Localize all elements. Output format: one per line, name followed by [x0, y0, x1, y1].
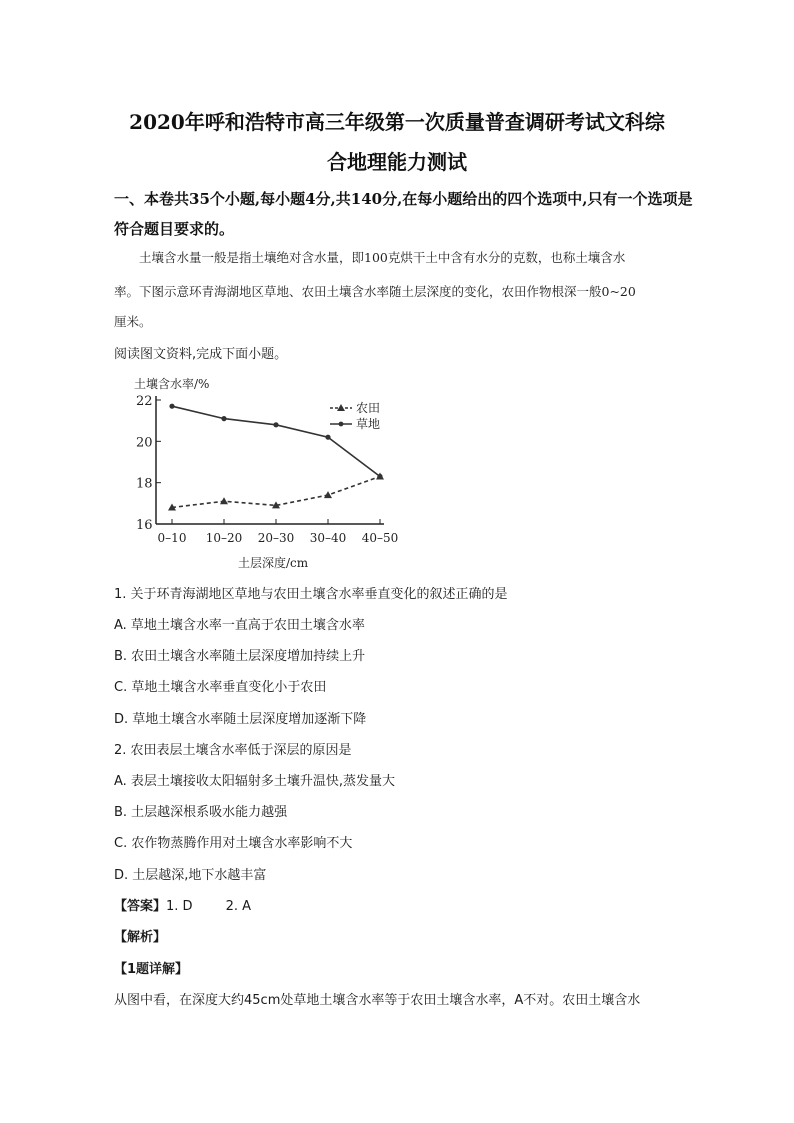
- x-axis-label: 土层深度/cm: [238, 556, 309, 570]
- analysis-label: 【解析】: [114, 930, 167, 945]
- q1-option-a: A. 草地土壤含水率一直高于农田土壤含水率: [114, 618, 365, 633]
- passage-line-2: 率。下图示意环青海湖地区草地、农田土壤含水率随土层深度的变化，农田作物根深一般0~20: [114, 284, 636, 299]
- chart-legend: [330, 401, 380, 431]
- legend-marker: [339, 422, 344, 427]
- x-tick-label: 0–10: [157, 531, 187, 545]
- x-tick-label: 30–40: [309, 531, 347, 545]
- legend-label: 草地: [356, 417, 381, 431]
- y-tick-label: 22: [136, 394, 153, 409]
- answer-label: 【答案】: [114, 899, 167, 914]
- q1-option-d: D. 草地土壤含水率随土层深度增加逐渐下降: [114, 712, 367, 727]
- series-point: [169, 404, 174, 409]
- y-tick-label: 20: [136, 435, 153, 451]
- y-tick-label: 16: [136, 518, 153, 533]
- series-point: [220, 497, 228, 504]
- q2-option-b: B. 土层越深根系吸水能力越强: [114, 805, 288, 820]
- y-axis-label: 土壤含水率/%: [134, 377, 210, 391]
- series-point: [324, 491, 332, 498]
- answer-row: [114, 895, 251, 914]
- section-heading: 一、本卷共35个小题,每小题4分,共140分,在每小题给出的四个选项中,只有一个选项是符合题目要求的。: [114, 190, 693, 238]
- q2-stem: 2. 农田表层土壤含水率低于深层的原因是: [114, 743, 352, 758]
- instruction: 阅读图文资料,完成下面小题。: [114, 347, 288, 362]
- q1-stem: 1. 关于环青海湖地区草地与农田土壤含水率垂直变化的叙述正确的是: [114, 587, 508, 602]
- chart-series: [168, 404, 384, 511]
- soil-moisture-chart: [120, 372, 440, 577]
- answer-text: 1. D 2. A: [166, 899, 252, 914]
- y-tick-label: 18: [136, 476, 153, 492]
- title-line-2: 合地理能力测试: [327, 150, 467, 174]
- legend-marker: [337, 404, 345, 411]
- detail-text: 从图中看，在深度大约45cm处草地土壤含水率等于农田土壤含水率，A不对。农田土壤含水: [114, 993, 641, 1008]
- series-point: [325, 435, 330, 440]
- q1-option-c: C. 草地土壤含水率垂直变化小于农田: [114, 680, 327, 695]
- series-line-1: [172, 406, 380, 476]
- passage-line-1: 土壤含水量一般是指土壤绝对含水量，即100克烘干土中含有水分的克数，也称土壤含水: [139, 250, 626, 265]
- q2-option-d: D. 土层越深,地下水越丰富: [114, 868, 267, 883]
- title-line-1: 2020年呼和浩特市高三年级第一次质量普查调研考试文科综: [129, 110, 665, 134]
- q1-option-b: B. 农田土壤含水率随土层深度增加持续上升: [114, 649, 366, 664]
- passage-line-3: 厘米。: [114, 314, 152, 329]
- series-point: [377, 474, 382, 479]
- x-tick-label: 40–50: [361, 531, 399, 545]
- x-tick-label: 10–20: [205, 531, 243, 545]
- series-point: [221, 416, 226, 421]
- detail-label: 【1题详解】: [114, 962, 189, 977]
- legend-label: 农田: [356, 401, 381, 415]
- series-point: [273, 422, 278, 427]
- x-tick-label: 20–30: [257, 531, 295, 545]
- q2-option-c: C. 农作物蒸腾作用对土壤含水率影响不大: [114, 836, 353, 851]
- q2-option-a: A. 表层土壤接收太阳辐射多土壤升温快,蒸发量大: [114, 774, 396, 789]
